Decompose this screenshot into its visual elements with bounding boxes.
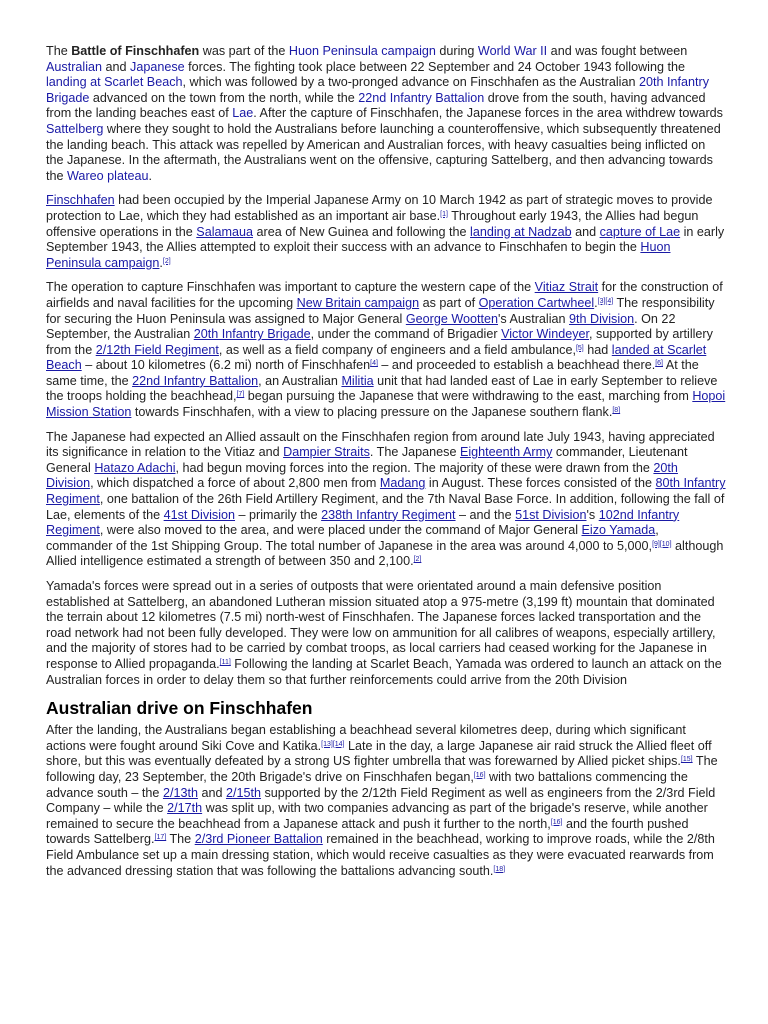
citation-link[interactable]: [8] (612, 407, 621, 415)
wiki-link[interactable]: Australian (46, 59, 103, 74)
wiki-link[interactable]: landing at Nadzab (470, 224, 572, 239)
article (46, 44, 726, 888)
wiki-link[interactable]: Wareo plateau (67, 168, 149, 183)
wiki-link[interactable]: 9th Division (569, 311, 635, 326)
text-run: and the fourth pushed towards Sattelberg. (46, 816, 689, 847)
paragraph (46, 193, 726, 271)
paragraph (46, 280, 726, 420)
citation-link[interactable]: [3][4] (597, 297, 614, 305)
wiki-link[interactable]: Vitiaz Strait (534, 280, 599, 295)
text-run: Yamada's forces were spread out in a series of outposts that were orientated around a main defensive position established at Sattelberg, an abandoned Lutheran mission situated atop a 975-metre (3,199 ft) mountain that dominated the terrain about 12 kilometres (7.5 mi) north-west of Finschhafen. The Japanese forces lacked transportation and the road network had not been fully developed. They were low on ammunition for all calibres of weapons, especially artillery, and the majority of stores had to be carried by combat troops, as local carriers had ceased working for the Japanese in response to Allied propaganda. (46, 579, 716, 671)
wiki-link[interactable]: Militia (341, 373, 374, 388)
text-run: , supported by artillery from the (46, 327, 713, 357)
text-run: , under the command of Brigadier (310, 327, 502, 342)
wiki-link[interactable]: Victor Windeyer (501, 327, 590, 342)
wiki-link[interactable]: Huon Peninsula campaign (46, 240, 671, 270)
wiki-link[interactable]: 2/12th Field Regiment (95, 342, 219, 357)
wiki-link[interactable]: 2/13th (162, 785, 198, 800)
text-run: , which was followed by a two-pronged advance on Finschhafen as the Australian (182, 75, 639, 90)
paragraph (46, 44, 726, 184)
text-run: remained in the beachhead, working to improve roads, while the 2/8th Field Ambulance set up a main dressing station, which would receive casualties as they were evacuated rearwards from the advanced dressing station that was following the battalions advancing south. (46, 832, 715, 878)
wiki-link[interactable]: Dampier Straits (283, 445, 370, 460)
text-run: and was fought between (547, 44, 688, 58)
text-run: – and the (455, 507, 516, 522)
wiki-link[interactable]: landing at Scarlet Beach (46, 75, 183, 90)
section-heading: Australian drive on Finschhafen (46, 698, 313, 719)
text-run: in August. These forces consisted of the (425, 476, 656, 491)
wiki-link[interactable]: Sattelberg (46, 121, 104, 136)
text-run: At the same time, the (46, 358, 699, 388)
wiki-link[interactable]: Hopoi Mission Station (46, 389, 726, 420)
citation-link[interactable]: [2] (162, 257, 171, 265)
wiki-link[interactable]: Salamaua (196, 224, 254, 239)
text-run: for the construction of airfields and naval facilities for the upcoming (46, 280, 723, 310)
text-run: advanced on the town from the north, while the (89, 90, 359, 105)
wiki-link[interactable]: New Britain campaign (296, 295, 420, 310)
wiki-link[interactable]: 2/17th (167, 801, 203, 816)
text-run: , commander of the 1st Shipping Group. The total number of Japanese in the area was around 4,000 to 5,000, (46, 523, 659, 553)
text-run: had (583, 342, 612, 357)
text-run: . (148, 168, 152, 183)
text-run: as part of (419, 295, 479, 310)
text-run: Throughout early 1943, the Allies had begun offensive operations in the (46, 208, 699, 239)
text-run: and (197, 785, 226, 800)
text-run: Late in the day, a large Japanese air raid struck the Allied fleet off shore, but this was eventually defeated by a strong US fighter umbrella that was forewarned by Allied picket ships. (46, 738, 712, 769)
wiki-link[interactable]: 2/15th (225, 785, 261, 800)
bold-term: Battle of Finschhafen (71, 44, 200, 58)
wiki-link[interactable]: 51st Division (515, 507, 587, 522)
text-run: , as well as a field company of engineers and a field ambulance, (218, 342, 576, 357)
citation-link[interactable]: [15] (680, 756, 693, 764)
wiki-link[interactable]: Eighteenth Army (459, 445, 553, 460)
citation-link[interactable]: [11] (219, 658, 231, 666)
wiki-link[interactable]: Japanese (130, 59, 185, 74)
text-run: unit that had landed east of Lae in early September to relieve the troops holding the beachhead, (46, 373, 718, 404)
text-run: , had begun moving forces into the region. The majority of these were drawn from the (175, 460, 654, 475)
wiki-link[interactable]: Hatazo Adachi (94, 460, 176, 475)
paragraph (46, 430, 726, 570)
text-run: The (166, 832, 195, 847)
text-run: – primarily the (235, 507, 322, 522)
wiki-link[interactable]: 20th Infantry Brigade (193, 327, 311, 342)
text-run: The Japanese had expected an Allied assault on the Finschhafen region from around late July 1943, having appreciated its significance in relation to the Vitiaz and (46, 429, 715, 460)
wiki-link[interactable]: Operation Cartwheel (478, 295, 595, 310)
text-run: drove from the south, having advanced from the landing beaches east of (46, 90, 706, 121)
text-run: and (102, 59, 131, 74)
wiki-link[interactable]: World War II (477, 44, 548, 58)
citation-link[interactable]: [1] (440, 210, 448, 218)
citation-link[interactable]: [18] (493, 865, 506, 873)
wiki-link[interactable]: 2/3rd Pioneer Battalion (194, 832, 323, 847)
text-run: . (594, 295, 598, 310)
wiki-link[interactable]: capture of Lae (599, 224, 681, 239)
text-run: 's (586, 507, 599, 522)
text-run: , which dispatched a force of about 2,800 men from (90, 476, 380, 491)
citation-link[interactable]: [4] (370, 360, 378, 368)
wiki-link[interactable]: 22nd Infantry Battalion (358, 90, 485, 105)
citation-link[interactable]: [5] (575, 344, 584, 352)
wiki-link[interactable]: 238th Infantry Regiment (321, 507, 456, 522)
text-run: commander, Lieutenant General (46, 445, 688, 475)
text-run: – about 10 kilometres (6.2 mi) north of Finschhafen (81, 358, 371, 373)
text-run: 's Australian (498, 311, 570, 326)
wiki-link[interactable]: 20th Infantry Brigade (46, 75, 709, 105)
citation-link[interactable]: [13][14] (321, 740, 345, 748)
wiki-link[interactable]: Huon Peninsula campaign (288, 44, 436, 58)
text-run: had been occupied by the Imperial Japanese Army on 10 March 1942 as part of strategic moves to provide protection to Lae, which they had established as an important air base. (46, 193, 713, 223)
text-run: The responsibility for securing the Huon Peninsula was assigned to Major General (46, 295, 715, 326)
article-intro (46, 44, 726, 688)
text-run: forces. The fighting took place between 22 September and 24 October 1943 following the (184, 59, 685, 74)
wiki-link[interactable]: 20th Division (46, 460, 678, 491)
section-body (46, 723, 726, 879)
text-run: , an Australian (258, 373, 342, 388)
citation-link[interactable]: [9][10] (652, 540, 672, 548)
text-run: The following day, 23 September, the 20th Brigade's drive on Finschhafen began, (46, 754, 718, 784)
citation-link[interactable]: [6] (655, 360, 663, 368)
wiki-link[interactable]: Finschhafen (46, 193, 115, 208)
citation-link[interactable]: [7] (236, 391, 245, 399)
text-run: and (571, 224, 600, 239)
text-run: where they sought to hold the Australians before launching a counteroffensive, which subsequently threatened the landing beach. This attack was repelled by American and Australian forces, with heavy casualties being inflicted on the Japanese. In the aftermath, the Australians went on the offensive, capturing Sattelberg, and then advancing towards the (46, 121, 721, 183)
text-run: with two battalions commencing the advance south – the (46, 769, 688, 800)
text-run: began pursuing the Japanese that were withdrawing to the east, marching from (244, 389, 693, 404)
text-run: . After the capture of Finschhafen, the Japanese forces in the area withdrew towards (253, 106, 723, 121)
text-run: . On 22 September, the Australian (46, 311, 676, 342)
text-run: – and proceeded to establish a beachhead there. (377, 358, 656, 373)
wiki-link[interactable]: 80th Infantry Regiment (46, 476, 726, 507)
wiki-link[interactable]: Lae (232, 106, 254, 121)
text-run: area of New Guinea and following the (253, 224, 471, 239)
paragraph (46, 723, 726, 879)
text-run: , were also moved to the area, and were placed under the command of Major General (99, 523, 582, 538)
text-run: towards Finschhafen, with a view to placing pressure on the Japanese southern flank. (131, 405, 613, 420)
text-run: supported by the 2/12th Field Regiment as well as engineers from the 2/3rd Field Company – while the (46, 785, 716, 816)
wiki-link[interactable]: 102nd Infantry Regiment (46, 507, 680, 538)
wiki-link[interactable]: George Wootten (405, 311, 499, 326)
text-run: although Allied intelligence estimated a strength of between 350 and 2,100. (46, 538, 724, 569)
wiki-link[interactable]: landed at Scarlet Beach (46, 342, 707, 373)
text-run: Following the landing at Scarlet Beach, Yamada was ordered to launch an attack on the Australian forces in order to delay them so that further reinforcements could arrive from the 20th Division (46, 656, 722, 687)
text-run: . The Japanese (369, 445, 460, 460)
text-run: The operation to capture Finschhafen was important to capture the western cape of the (46, 280, 535, 295)
citation-link[interactable]: [17] (154, 834, 167, 842)
text-run: during (435, 44, 478, 58)
text-run: The (46, 44, 72, 58)
wiki-link[interactable]: Eizo Yamada (581, 523, 656, 538)
wiki-link[interactable]: 41st Division (163, 507, 236, 522)
text-run: in early September 1943, the Allies attempted to exploit their success with an advance to Finschhafen to begin the (46, 224, 725, 255)
text-run: After the landing, the Australians began establishing a beachhead several kilometres deep, during which significant actions were fought around Siki Cove and Katika. (46, 723, 686, 753)
citation-link[interactable]: [16] (473, 771, 486, 779)
wiki-link[interactable]: 22nd Infantry Battalion (132, 373, 259, 388)
text-run: was split up, with two companies advancing as part of the brigade's reserve, while another remained to secure the beachhead from a Japanese attack and push it further to the north, (46, 801, 708, 831)
wiki-link[interactable]: Madang (379, 476, 426, 491)
citation-link[interactable]: [16] (550, 818, 563, 826)
text-run: , one battalion of the 26th Field Artillery Regiment, and the 7th Naval Base Force. In addition, following the fall of Lae, elements of the (46, 492, 725, 522)
citation-link[interactable]: [2] (413, 556, 422, 564)
paragraph (46, 579, 726, 688)
text-run: . (159, 255, 163, 270)
text-run: was part of the (199, 44, 289, 58)
